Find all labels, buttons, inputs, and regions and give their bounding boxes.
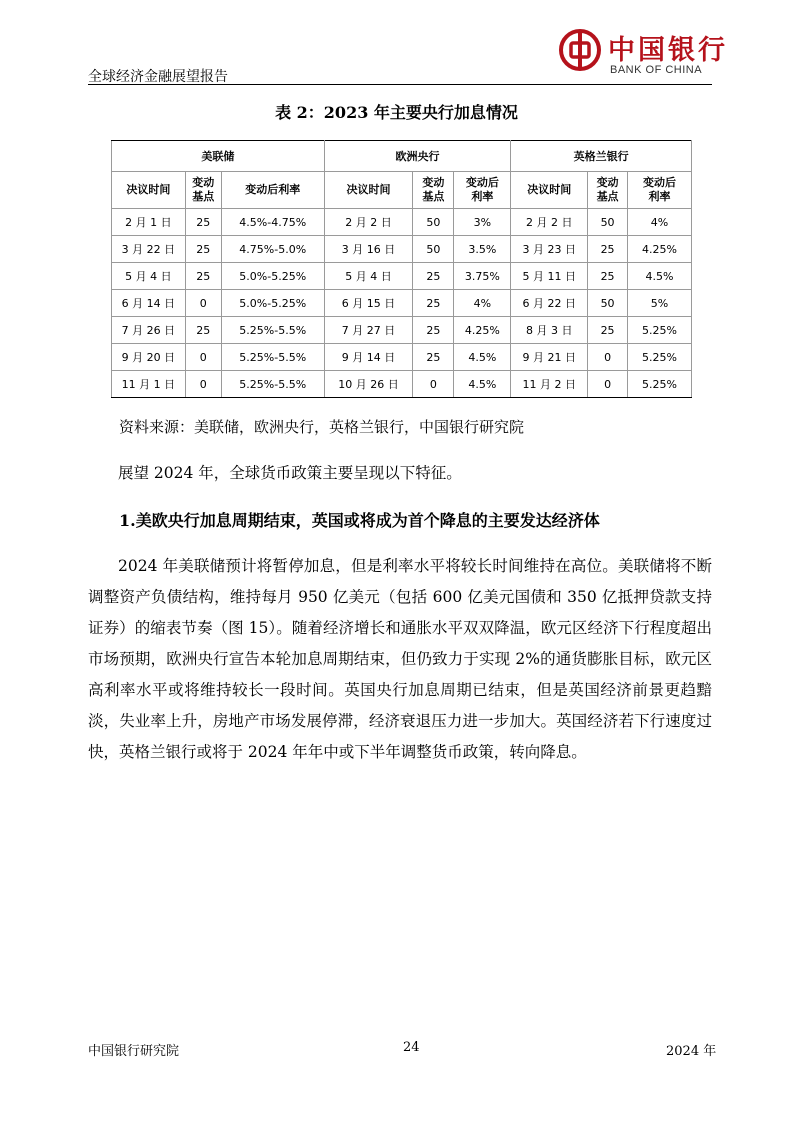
table-title: 表 2：2023 年主要央行加息情况 (275, 103, 518, 122)
table-cell-fed-rate: 4.5%-4.75% (221, 209, 324, 236)
footer-page-number: 24 (403, 1040, 420, 1055)
table-cell-fed-rate: 4.75%-5.0% (221, 236, 324, 263)
bank-logo (558, 26, 728, 80)
table-cell-ecb-rate: 3.75% (454, 263, 511, 290)
table-cell-ecb-rate: 4% (454, 290, 511, 317)
col-header-ecb-bp: 变动 基点 (413, 172, 454, 209)
table-cell-fed-bp: 25 (185, 209, 221, 236)
table-cell-boe-date: 2 月 2 日 (511, 209, 588, 236)
table-cell-fed-date: 11 月 1 日 (112, 371, 186, 398)
table-cell-ecb-rate: 4.25% (454, 317, 511, 344)
table-cell-fed-bp: 25 (185, 236, 221, 263)
table-cell-fed-bp: 25 (185, 317, 221, 344)
table-cell-fed-rate: 5.25%-5.5% (221, 317, 324, 344)
rate-hike-table (111, 140, 692, 398)
table-cell-fed-date: 9 月 20 日 (112, 344, 186, 371)
table-cell-boe-date: 3 月 23 日 (511, 236, 588, 263)
table-cell-fed-date: 7 月 26 日 (112, 317, 186, 344)
footer-org: 中国银行研究院 (88, 1044, 180, 1059)
table-cell-boe-rate: 5% (628, 290, 692, 317)
table-cell-fed-bp: 0 (185, 344, 221, 371)
col-header-fed-date: 决议时间 (112, 172, 186, 209)
table-cell-boe-rate: 5.25% (628, 317, 692, 344)
table-cell-ecb-rate: 4.5% (454, 371, 511, 398)
table-cell-ecb-bp: 50 (413, 209, 454, 236)
group-header-boe: 英格兰银行 (511, 141, 692, 172)
table-cell-ecb-rate: 3% (454, 209, 511, 236)
table-cell-boe-bp: 0 (588, 344, 628, 371)
table-cell-boe-rate: 5.25% (628, 371, 692, 398)
table-cell-boe-date: 9 月 21 日 (511, 344, 588, 371)
table-cell-ecb-bp: 25 (413, 344, 454, 371)
col-header-ecb-date: 决议时间 (324, 172, 413, 209)
table-body (112, 209, 692, 398)
table-column-header-row (112, 172, 692, 209)
table-cell-ecb-rate: 3.5% (454, 236, 511, 263)
table-cell-ecb-rate: 4.5% (454, 344, 511, 371)
table-cell-fed-date: 5 月 4 日 (112, 263, 186, 290)
table-cell-fed-rate: 5.0%-5.25% (221, 290, 324, 317)
col-header-fed-rate: 变动后利率 (221, 172, 324, 209)
table-cell-ecb-bp: 25 (413, 317, 454, 344)
table-cell-boe-bp: 0 (588, 371, 628, 398)
table-cell-fed-bp: 0 (185, 371, 221, 398)
table-cell-ecb-date: 5 月 4 日 (324, 263, 413, 290)
table-cell-ecb-bp: 25 (413, 290, 454, 317)
table-cell-boe-rate: 4% (628, 209, 692, 236)
bank-of-china-logo-icon (558, 28, 602, 72)
table-cell-ecb-date: 9 月 14 日 (324, 344, 413, 371)
logo-chinese-text: 中国银行 (608, 35, 728, 66)
table-cell-boe-rate: 5.25% (628, 344, 692, 371)
footer-year: 2024 年 (666, 1044, 717, 1059)
table-cell-boe-bp: 50 (588, 209, 628, 236)
group-header-ecb: 欧洲央行 (324, 141, 511, 172)
table-row (112, 371, 692, 398)
table-cell-boe-date: 11 月 2 日 (511, 371, 588, 398)
table-row (112, 290, 692, 317)
table-cell-ecb-bp: 0 (413, 371, 454, 398)
table-cell-fed-bp: 25 (185, 263, 221, 290)
header-divider (88, 84, 712, 85)
table-row (112, 209, 692, 236)
logo-english-text: BANK OF CHINA (610, 64, 703, 76)
col-header-fed-bp: 变动 基点 (185, 172, 221, 209)
table-cell-boe-date: 8 月 3 日 (511, 317, 588, 344)
table-cell-fed-date: 2 月 1 日 (112, 209, 186, 236)
table-cell-fed-rate: 5.25%-5.5% (221, 371, 324, 398)
table-cell-ecb-date: 7 月 27 日 (324, 317, 413, 344)
col-header-ecb-rate: 变动后 利率 (454, 172, 511, 209)
table-group-header-row (112, 141, 692, 172)
table-cell-fed-date: 3 月 22 日 (112, 236, 186, 263)
table-cell-boe-date: 5 月 11 日 (511, 263, 588, 290)
col-header-boe-rate: 变动后 利率 (628, 172, 692, 209)
col-header-boe-bp: 变动 基点 (588, 172, 628, 209)
intro-paragraph: 展望 2024 年，全球货币政策主要呈现以下特征。 (118, 464, 462, 482)
table-source-note: 资料来源：美联储，欧洲央行，英格兰银行，中国银行研究院 (119, 418, 525, 436)
table-cell-boe-rate: 4.25% (628, 236, 692, 263)
table-cell-ecb-bp: 50 (413, 236, 454, 263)
table-cell-ecb-date: 3 月 16 日 (324, 236, 413, 263)
table-row (112, 344, 692, 371)
col-header-boe-date: 决议时间 (511, 172, 588, 209)
table-cell-ecb-date: 2 月 2 日 (324, 209, 413, 236)
table-cell-fed-bp: 0 (185, 290, 221, 317)
table-cell-fed-rate: 5.25%-5.5% (221, 344, 324, 371)
table-cell-fed-date: 6 月 14 日 (112, 290, 186, 317)
table-cell-ecb-bp: 25 (413, 263, 454, 290)
table-row (112, 236, 692, 263)
table-cell-fed-rate: 5.0%-5.25% (221, 263, 324, 290)
body-paragraph: 2024 年美联储预计将暂停加息，但是利率水平将较长时间维持在高位。美联储将不断调整资产负债结构，维持每月 950 亿美元（包括 600 亿美元国债和 350 亿抵押贷款支持证券）的缩表节奏（图 15）。随着经济增长和通胀水平双双降温，欧元区经济下行程度超出市场预期，欧洲央行宣告本轮加息周期结束，但仍致力于实现 2%的通货膨胀目标，欧元区高利率水平或将维持较长一段时间。英国央行加息周期已结束，但是英国经济前景更趋黯淡，失业率上升，房地产市场发展停滞，经济衰退压力进一步加大。英国经济若下行速度过快，英格兰银行或将于 2024 年年中或下半年调整货币政策，转向降息。 (88, 557, 712, 761)
section-heading: 1.美欧央行加息周期结束，英国或将成为首个降息的主要发达经济体 (119, 511, 600, 530)
table-cell-boe-bp: 50 (588, 290, 628, 317)
table-cell-boe-rate: 4.5% (628, 263, 692, 290)
table-row (112, 317, 692, 344)
report-title: 全球经济金融展望报告 (88, 69, 228, 85)
group-header-fed: 美联储 (112, 141, 325, 172)
table-cell-ecb-date: 6 月 15 日 (324, 290, 413, 317)
table-cell-boe-bp: 25 (588, 263, 628, 290)
table-cell-boe-date: 6 月 22 日 (511, 290, 588, 317)
table-row (112, 263, 692, 290)
table-cell-boe-bp: 25 (588, 317, 628, 344)
table-cell-ecb-date: 10 月 26 日 (324, 371, 413, 398)
table-cell-boe-bp: 25 (588, 236, 628, 263)
